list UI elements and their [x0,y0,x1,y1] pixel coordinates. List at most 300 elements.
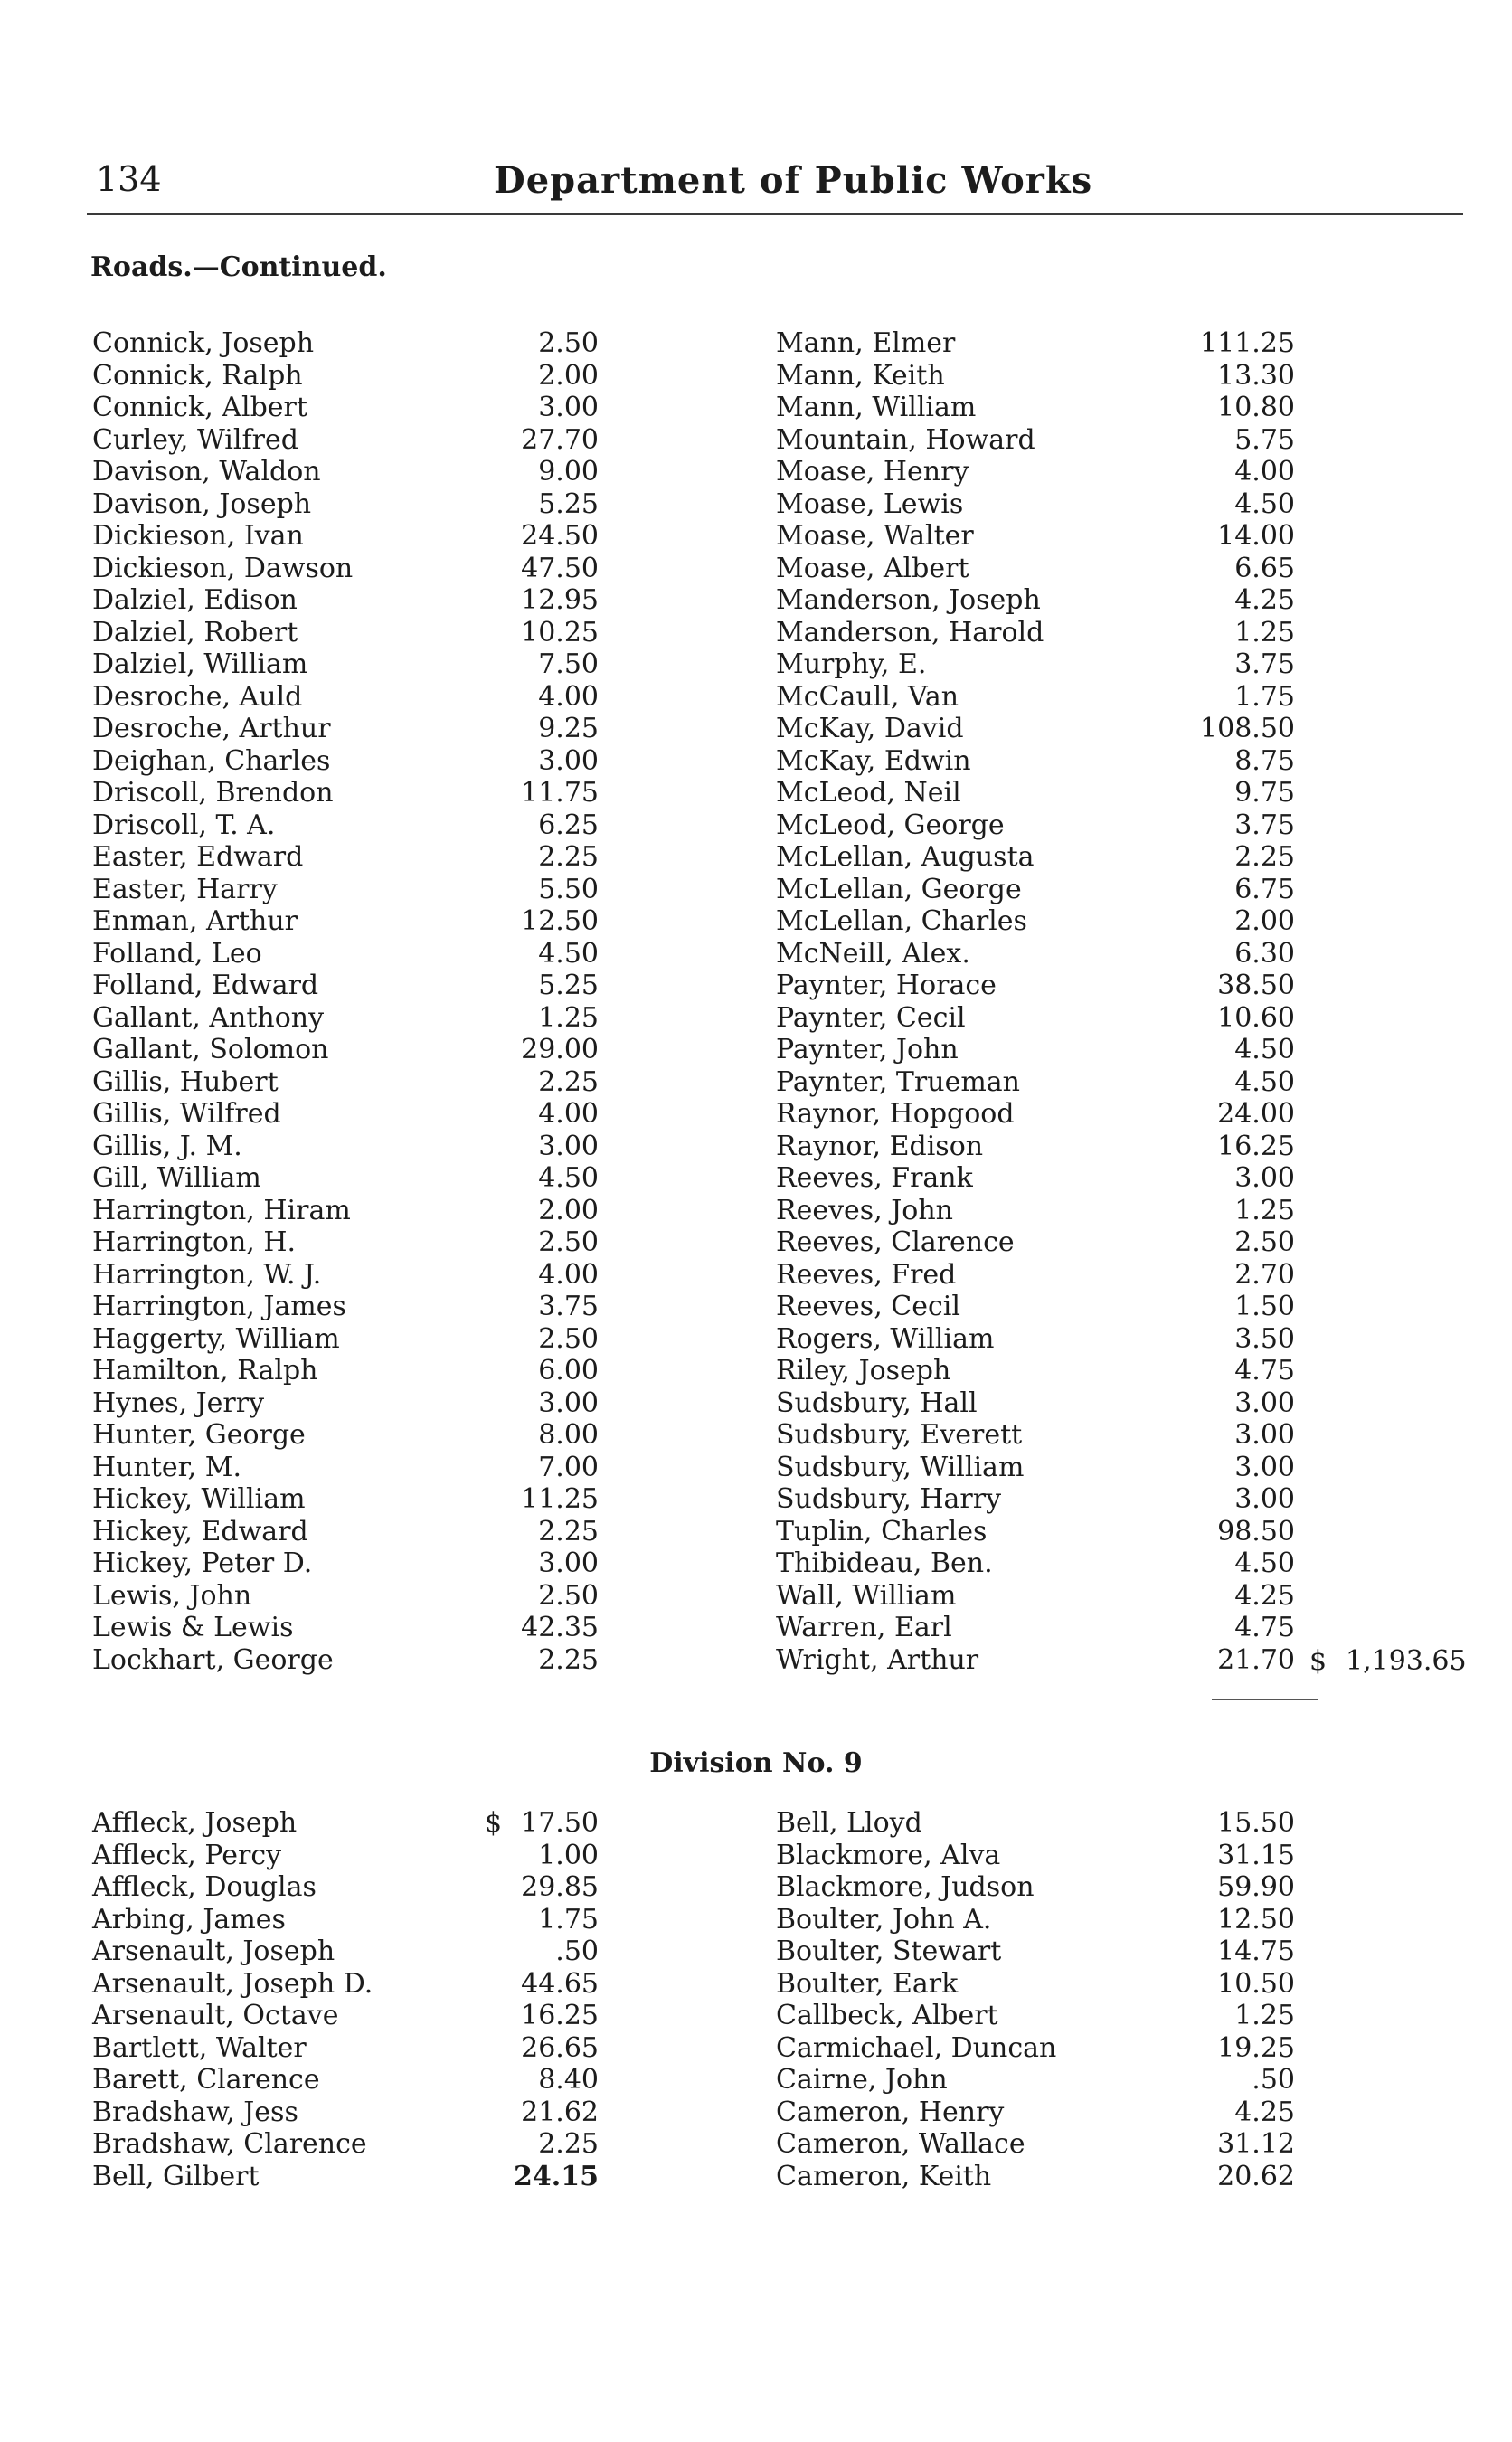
entry-amount: 1.25 [1234,616,1295,648]
entry-name: Bradshaw, Jess [92,2096,298,2128]
list-item [776,809,1295,842]
entry-name: Gill, William [92,1162,261,1194]
division-heading: Division No. 9 [649,1747,863,1779]
list-item [92,745,599,778]
list-item [776,1226,1295,1259]
entry-amount: 98.50 [1217,1515,1295,1548]
entry-name: Mann, Keith [776,359,945,392]
list-item [776,1644,1295,1677]
total-rule [1212,1699,1318,1700]
entry-amount: 5.25 [538,487,599,520]
entry-amount: 17.50 [521,1807,599,1839]
entry-name: Reeves, Frank [776,1162,973,1194]
entry-amount: 12.50 [1217,1903,1295,1936]
entry-amount: 4.50 [1234,487,1295,520]
entry-amount: 29.00 [521,1034,599,1065]
entry-amount: 2.25 [538,1065,599,1098]
entry-name: Harrington, James [92,1291,346,1322]
entry-name: Hamilton, Ralph [92,1355,318,1387]
entry-name: Deighan, Charles [92,744,331,777]
entry-amount: 3.00 [1234,1387,1295,1419]
entry-name: Gillis, J. M. [92,1130,242,1162]
list-item [92,1904,599,1936]
entry-amount: 6.25 [538,809,599,841]
list-item [92,1387,599,1420]
entry-amount: 3.00 [538,1387,599,1419]
list-item [776,584,1295,617]
entry-amount: 31.15 [1217,1839,1295,1871]
entry-name: Mountain, Howard [776,423,1035,456]
entry-name: Dickieson, Ivan [92,520,304,552]
entry-name: Hunter, M. [92,1451,241,1483]
entry-amount: 12.50 [521,905,599,937]
entry-amount: 4.00 [1234,456,1295,487]
list-item [92,1419,599,1452]
entry-amount: 31.12 [1217,2128,1295,2160]
entry-name: McNeill, Alex. [776,937,970,970]
list-item [92,1968,599,2001]
list-item [92,584,599,617]
entry-name: Harrington, Hiram [92,1194,351,1226]
list-item [92,456,599,488]
entry-amount: 38.50 [1217,970,1295,1001]
entry-name: Folland, Edward [92,970,319,1001]
list-item [92,1162,599,1195]
list-item [776,713,1295,745]
list-item [92,1355,599,1387]
entry-name: Blackmore, Alva [776,1839,1001,1871]
entry-name: Arsenault, Octave [92,2000,339,2031]
entry-amount: 7.00 [538,1451,599,1483]
entry-name: Gallant, Solomon [92,1034,329,1065]
entry-amount: 10.50 [1217,1967,1295,2000]
entry-amount: 3.00 [538,1548,599,1579]
list-item [92,841,599,874]
entry-amount: 6.65 [1234,552,1295,584]
list-item [92,360,599,393]
entry-amount: 4.00 [538,680,599,713]
entry-amount: 4.75 [1234,1355,1295,1387]
entry-name: Desroche, Arthur [92,713,331,744]
list-item [776,1483,1295,1516]
list-item [776,2064,1295,2097]
entry-amount: 9.00 [538,456,599,487]
entry-amount: 2.50 [538,327,599,359]
entry-amount: 3.75 [1234,809,1295,841]
entry-amount: 9.75 [1234,777,1295,809]
entry-name: Enman, Arthur [92,905,298,937]
entry-name: Arsenault, Joseph D. [92,1967,373,2000]
list-item [776,1034,1295,1066]
entry-name: Desroche, Auld [92,680,303,713]
entry-amount: 5.25 [538,970,599,1001]
entry-name: Harrington, W. J. [92,1258,322,1291]
list-item [92,1871,599,1904]
list-item [776,2128,1295,2161]
list-item [92,617,599,649]
list-item [92,713,599,745]
roads-right-column [776,327,1295,1676]
entry-amount: 19.25 [1217,2031,1295,2064]
entry-amount: 16.25 [521,2000,599,2031]
list-item [92,1612,599,1644]
entry-name: McLellan, Augusta [776,841,1035,873]
list-item [776,1291,1295,1323]
entry-amount: 3.75 [538,1291,599,1322]
list-item [776,1936,1295,1968]
list-item [776,456,1295,488]
page-title: Department of Public Works [494,159,1093,202]
list-item [776,938,1295,970]
entry-amount: 15.50 [1217,1807,1295,1839]
list-item [776,1066,1295,1099]
list-item [776,777,1295,809]
entry-name: Moase, Henry [776,456,969,487]
entry-amount: 9.25 [538,713,599,744]
list-item [776,327,1295,360]
entry-name: Connick, Ralph [92,359,303,392]
entry-amount: 4.25 [1234,584,1295,616]
entry-name: Moase, Albert [776,552,969,584]
list-item [776,841,1295,874]
list-item [776,1259,1295,1292]
list-item [92,424,599,457]
entry-amount: .50 [1252,2064,1295,2096]
entry-amount: 4.25 [1234,1579,1295,1612]
entry-name: Hickey, Peter D. [92,1548,313,1579]
entry-amount: 11.25 [521,1483,599,1515]
entry-amount: 4.00 [538,1098,599,1130]
entry-amount: 8.40 [538,2064,599,2096]
list-item [776,681,1295,714]
list-item [776,1323,1295,1356]
entry-amount: 2.50 [538,1226,599,1258]
entry-name: Affleck, Joseph [92,1807,298,1839]
entry-amount: 6.75 [1234,873,1295,905]
entry-name: Lewis, John [92,1579,252,1612]
entry-amount: 2.00 [538,359,599,392]
entry-name: McCaull, Van [776,680,959,713]
list-item [776,520,1295,553]
entry-amount: 3.00 [538,1130,599,1162]
entry-amount: 10.80 [1217,392,1295,423]
entry-amount: 3.00 [1234,1419,1295,1451]
entry-amount: 12.95 [521,584,599,616]
list-item [92,1548,599,1580]
entry-amount: 1.75 [538,1903,599,1936]
entry-name: Affleck, Douglas [92,1871,317,1903]
list-item [776,1162,1295,1195]
list-item [92,970,599,1002]
entry-name: McLeod, George [776,809,1005,841]
entry-name: Raynor, Hopgood [776,1098,1015,1130]
entry-amount: .50 [555,1936,599,1967]
list-item [776,2161,1295,2193]
entry-amount: 4.50 [538,937,599,970]
list-item [92,1580,599,1613]
list-item [92,1323,599,1356]
entry-name: Reeves, Fred [776,1258,957,1291]
entry-amount: 3.50 [1234,1322,1295,1355]
entry-amount: 5.50 [538,873,599,905]
list-item [776,424,1295,457]
entry-name: Folland, Leo [92,937,262,970]
entry-name: Blackmore, Judson [776,1871,1035,1903]
list-item [92,1131,599,1163]
entry-name: Dalziel, Edison [92,584,298,616]
list-item [92,1807,599,1840]
entry-amount: 3.00 [538,392,599,423]
list-item [92,1840,599,1872]
entry-name: Paynter, John [776,1034,959,1065]
entry-name: Reeves, Cecil [776,1291,960,1322]
roads-left-column [92,327,599,1676]
entry-name: Raynor, Edison [776,1130,984,1162]
list-item [92,327,599,360]
entry-name: Thibideau, Ben. [776,1548,993,1579]
list-item [92,2097,599,2129]
entry-name: Gillis, Wilfred [92,1098,281,1130]
entry-amount: 14.00 [1217,520,1295,552]
entry-amount: 10.60 [1217,1001,1295,1034]
entry-amount: 47.50 [521,552,599,584]
list-item [92,1226,599,1259]
entry-amount: 42.35 [521,1612,599,1643]
entry-name: Lewis & Lewis [92,1612,294,1643]
entry-amount: 4.50 [1234,1548,1295,1579]
entry-name: Wall, William [776,1579,957,1612]
entry-name: Bell, Lloyd [776,1807,922,1839]
entry-name: Davison, Joseph [92,487,312,520]
list-item [776,874,1295,906]
entry-amount: 13.30 [1217,359,1295,392]
roads-total-dollar-sign: $ [1309,1645,1328,1677]
entry-name: Davison, Waldon [92,456,321,487]
list-item [776,1195,1295,1227]
entry-amount: 10.25 [521,616,599,648]
entry-name: Hunter, George [92,1419,306,1451]
section-heading: Roads.—Continued. [90,251,387,283]
entry-amount: 3.00 [538,744,599,777]
entry-amount: 2.25 [538,841,599,873]
list-item [92,520,599,553]
entry-amount: 1.25 [1234,1194,1295,1226]
entry-name: Wright, Arthur [776,1643,979,1676]
entry-name: Cameron, Henry [776,2096,1005,2128]
entry-name: Reeves, John [776,1194,953,1226]
entry-amount: 24.15 [514,2160,599,2192]
roads-total: 1,193.65 [1346,1645,1467,1677]
list-item [776,360,1295,393]
entry-name: Bradshaw, Clarence [92,2128,367,2160]
division9-left-column [92,1807,599,2192]
list-item [92,1002,599,1035]
entry-name: Sudsbury, William [776,1451,1025,1483]
entry-name: Moase, Walter [776,520,974,552]
entry-name: Paynter, Trueman [776,1065,1020,1098]
entry-amount: 6.30 [1234,937,1295,970]
entry-amount: 8.75 [1234,744,1295,777]
list-item [92,1291,599,1323]
entry-name: Murphy, E. [776,648,927,680]
entry-name: McKay, Edwin [776,744,971,777]
entry-name: Sudsbury, Hall [776,1387,978,1419]
entry-name: Barett, Clarence [92,2064,320,2096]
entry-amount: 29.85 [521,1871,599,1903]
entry-name: Carmichael, Duncan [776,2031,1057,2064]
entry-name: Arsenault, Joseph [92,1936,335,1967]
entry-amount: 6.00 [538,1355,599,1387]
list-item [92,2128,599,2161]
entry-name: Dalziel, William [92,648,308,680]
list-item [776,1871,1295,1904]
list-item [776,617,1295,649]
entry-name: Cairne, John [776,2064,948,2096]
entry-name: Haggerty, William [92,1322,340,1355]
entry-name: Easter, Edward [92,841,304,873]
entry-amount: 4.50 [538,1162,599,1194]
entry-amount: 1.25 [1234,2000,1295,2031]
entry-amount: 3.00 [1234,1451,1295,1483]
list-item [776,745,1295,778]
entry-amount: 2.50 [538,1322,599,1355]
entry-name: Boulter, Stewart [776,1936,1002,1967]
list-item [776,1131,1295,1163]
entry-amount: 1.00 [538,1839,599,1871]
entry-name: Connick, Albert [92,392,307,423]
entry-amount: 111.25 [1200,327,1295,359]
entry-amount: 4.50 [1234,1065,1295,1098]
list-item [776,970,1295,1002]
list-item [92,809,599,842]
list-item [776,1904,1295,1936]
entry-amount: 2.00 [1234,905,1295,937]
entry-name: Boulter, John A. [776,1903,992,1936]
entry-name: Reeves, Clarence [776,1226,1015,1258]
entry-name: Bell, Gilbert [92,2160,260,2192]
list-item [92,874,599,906]
list-item [92,1098,599,1131]
list-item [776,1098,1295,1131]
entry-amount: 108.50 [1200,713,1295,744]
list-item [776,1419,1295,1452]
entry-name: Hickey, Edward [92,1515,308,1548]
list-item [92,1483,599,1516]
entry-amount: 4.00 [538,1258,599,1291]
entry-name: Affleck, Percy [92,1839,282,1871]
entry-name: Sudsbury, Everett [776,1419,1023,1451]
entry-name: Hickey, William [92,1483,306,1515]
list-item [776,1516,1295,1548]
entry-amount: 21.62 [521,2096,599,2128]
list-item [92,2161,599,2193]
entry-name: Rogers, William [776,1322,995,1355]
entry-name: Boulter, Eark [776,1967,959,2000]
entry-name: Paynter, Cecil [776,1001,966,1034]
list-item [92,2000,599,2032]
entry-name: Callbeck, Albert [776,2000,998,2031]
list-item [776,1968,1295,2001]
entry-name: McLeod, Neil [776,777,961,809]
entry-amount: 2.25 [1234,841,1295,873]
entry-amount: 4.50 [1234,1034,1295,1065]
entry-name: Manderson, Harold [776,616,1044,648]
entry-name: Sudsbury, Harry [776,1483,1002,1515]
entry-name: Hynes, Jerry [92,1387,265,1419]
entry-amount: 20.62 [1217,2160,1295,2192]
entry-amount: 2.25 [538,2128,599,2160]
entry-amount: 44.65 [521,1967,599,2000]
entry-amount: 59.90 [1217,1871,1295,1903]
list-item [92,1259,599,1292]
entry-amount: 8.00 [538,1419,599,1451]
list-item [776,2032,1295,2065]
list-item [776,1840,1295,1872]
entry-amount: 16.25 [1217,1130,1295,1162]
entry-name: Easter, Harry [92,873,278,905]
list-item [92,681,599,714]
entry-amount: 26.65 [521,2031,599,2064]
entry-name: Mann, Elmer [776,327,956,359]
entry-amount: 2.50 [538,1579,599,1612]
entry-amount: 2.25 [538,1643,599,1676]
entry-name: Connick, Joseph [92,327,315,359]
list-item [776,553,1295,585]
entry-name: McKay, David [776,713,964,744]
list-item [776,905,1295,938]
entry-name: Manderson, Joseph [776,584,1041,616]
entry-amount: 14.75 [1217,1936,1295,1967]
entry-amount: 3.75 [1234,648,1295,680]
entry-name: Bartlett, Walter [92,2031,307,2064]
entry-name: McLellan, George [776,873,1022,905]
page-number: 134 [96,159,162,199]
entry-amount: 21.70 [1217,1643,1295,1676]
entry-name: Riley, Joseph [776,1355,951,1387]
entry-name: Lockhart, George [92,1643,334,1676]
list-item [776,1452,1295,1484]
list-item [92,1516,599,1548]
list-item [92,392,599,424]
list-item [92,2032,599,2065]
entry-name: Curley, Wilfred [92,423,298,456]
entry-amount: 2.00 [538,1194,599,1226]
entry-name: Cameron, Wallace [776,2128,1025,2160]
entry-amount: 2.25 [538,1515,599,1548]
list-item [776,488,1295,521]
list-item [92,1034,599,1066]
list-item [776,2000,1295,2032]
entry-amount: 24.00 [1217,1098,1295,1130]
entry-name: Mann, William [776,392,977,423]
list-item [92,1644,599,1677]
list-item [92,905,599,938]
entry-name: Dalziel, Robert [92,616,298,648]
entry-amount: 24.50 [521,520,599,552]
list-item [92,1066,599,1099]
list-item [92,1936,599,1968]
entry-amount: 7.50 [538,648,599,680]
entry-amount: 27.70 [521,423,599,456]
entry-name: Arbing, James [92,1903,286,1936]
entry-name: Warren, Earl [776,1612,952,1643]
entry-amount: 3.00 [1234,1483,1295,1515]
list-item [776,1002,1295,1035]
list-item [776,648,1295,681]
entry-name: Gillis, Hubert [92,1065,279,1098]
list-item [776,2097,1295,2129]
list-item [776,1612,1295,1644]
